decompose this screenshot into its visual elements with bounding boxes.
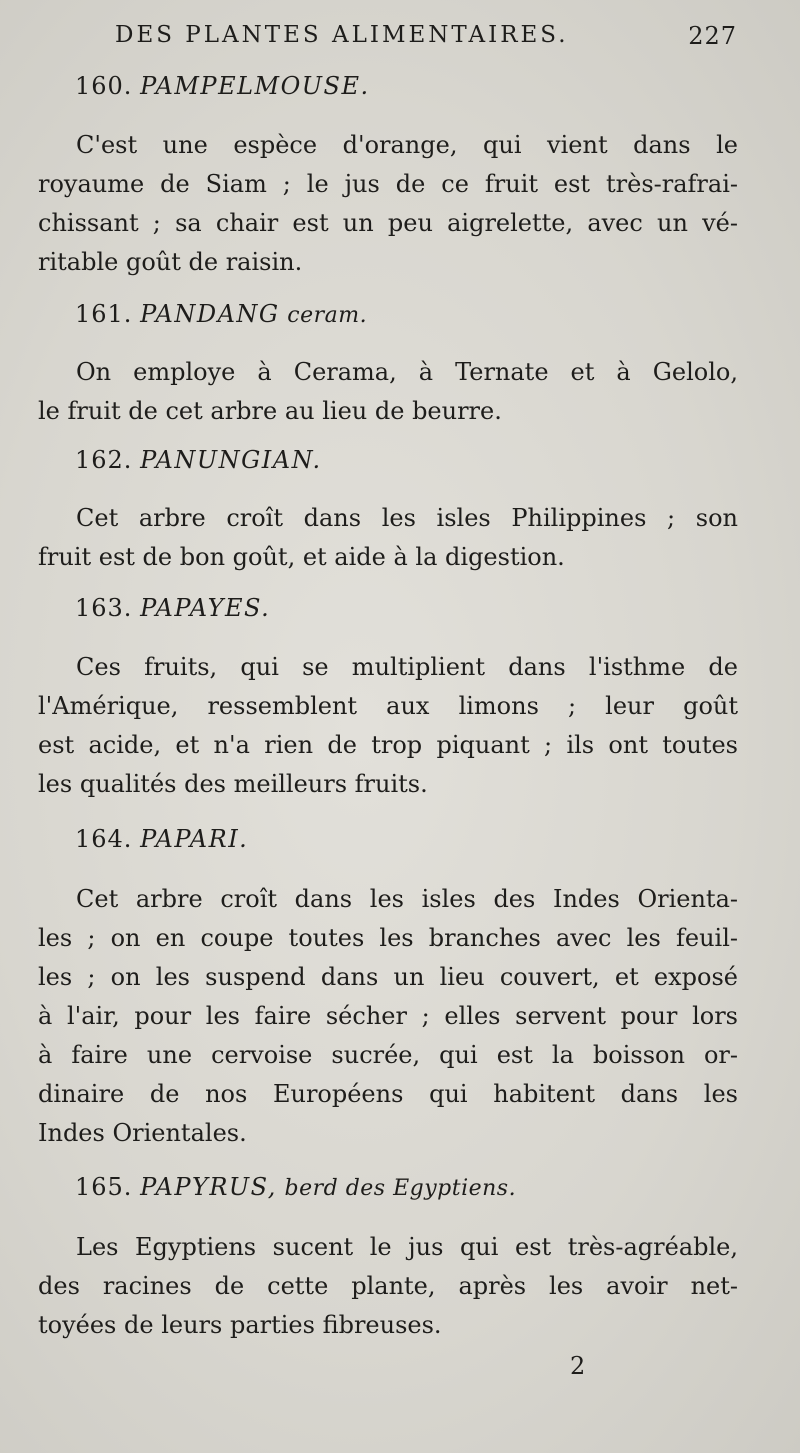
entry-heading <box>75 72 370 100</box>
entry-number: 161. <box>75 300 133 328</box>
text-line: à faire une cervoise sucrée, qui est la boisson or- <box>38 1041 738 1069</box>
entry-name: PAPARI. <box>140 825 249 853</box>
page-number: 227 <box>688 22 737 50</box>
entry-text <box>38 880 738 1153</box>
entry-text <box>38 353 738 431</box>
text-line: les qualités des meilleurs fruits. <box>38 770 428 798</box>
entry-subtitle: ceram. <box>287 303 368 328</box>
running-head <box>115 22 765 48</box>
entry-heading <box>75 825 248 853</box>
text-line: Cet arbre croît dans les isles Philippines ; son <box>76 504 738 532</box>
text-line: le fruit de cet arbre au lieu de beurre. <box>38 397 502 425</box>
text-line: royaume de Siam ; le jus de ce fruit est très-rafrai- <box>38 170 738 198</box>
text-line: ritable goût de raisin. <box>38 248 303 276</box>
entry-name: PAMPELMOUSE. <box>140 72 370 100</box>
text-line: Cet arbre croît dans les isles des Indes Orienta- <box>76 885 738 913</box>
text-line: C'est une espèce d'orange, qui vient dans le <box>76 131 738 159</box>
entry-text <box>38 1228 738 1345</box>
entry-heading <box>75 446 322 474</box>
entry-heading <box>75 300 367 328</box>
text-line: toyées de leurs parties fibreuses. <box>38 1311 442 1339</box>
text-line: les ; on les suspend dans un lieu couvert, et exposé <box>38 963 738 991</box>
text-line: fruit est de bon goût, et aide à la digestion. <box>38 543 565 571</box>
entry-number: 165. <box>75 1173 133 1201</box>
text-line: Ces fruits, qui se multiplient dans l'isthme de <box>76 653 738 681</box>
entry-number: 163. <box>75 594 133 622</box>
catchword: 2 <box>570 1352 586 1380</box>
text-line: des racines de cette plante, après les avoir net- <box>38 1272 738 1300</box>
text-line: Les Egyptiens sucent le jus qui est très-agréable, <box>76 1233 738 1261</box>
entry-number: 162. <box>75 446 133 474</box>
entry-heading <box>75 1173 516 1201</box>
entry-name: PANUNGIAN. <box>140 446 322 474</box>
entry-text <box>38 648 738 804</box>
text-line: Indes Orientales. <box>38 1119 247 1147</box>
text-line: est acide, et n'a rien de trop piquant ; ils ont toutes <box>38 731 738 759</box>
entry-subtitle: berd des Egyptiens. <box>284 1176 517 1201</box>
text-line: dinaire de nos Européens qui habitent dans les <box>38 1080 738 1108</box>
entry-name: PANDANG <box>140 300 280 328</box>
running-head-title: DES PLANTES ALIMENTAIRES. <box>115 22 569 48</box>
text-line: l'Amérique, ressemblent aux limons ; leur goût <box>38 692 738 720</box>
entry-heading <box>75 594 270 622</box>
entry-text <box>38 499 738 577</box>
entry-name: PAPYRUS, <box>140 1173 277 1201</box>
text-line: On employe à Cerama, à Ternate et à Gelolo, <box>76 358 738 386</box>
text-line: à l'air, pour les faire sécher ; elles servent pour lors <box>38 1002 738 1030</box>
text-line: chissant ; sa chair est un peu aigrelette, avec un vé- <box>38 209 738 237</box>
text-line: les ; on en coupe toutes les branches avec les feuil- <box>38 924 738 952</box>
entry-number: 160. <box>75 72 133 100</box>
entry-number: 164. <box>75 825 133 853</box>
entry-text <box>38 126 738 282</box>
entry-name: PAPAYES. <box>140 594 271 622</box>
